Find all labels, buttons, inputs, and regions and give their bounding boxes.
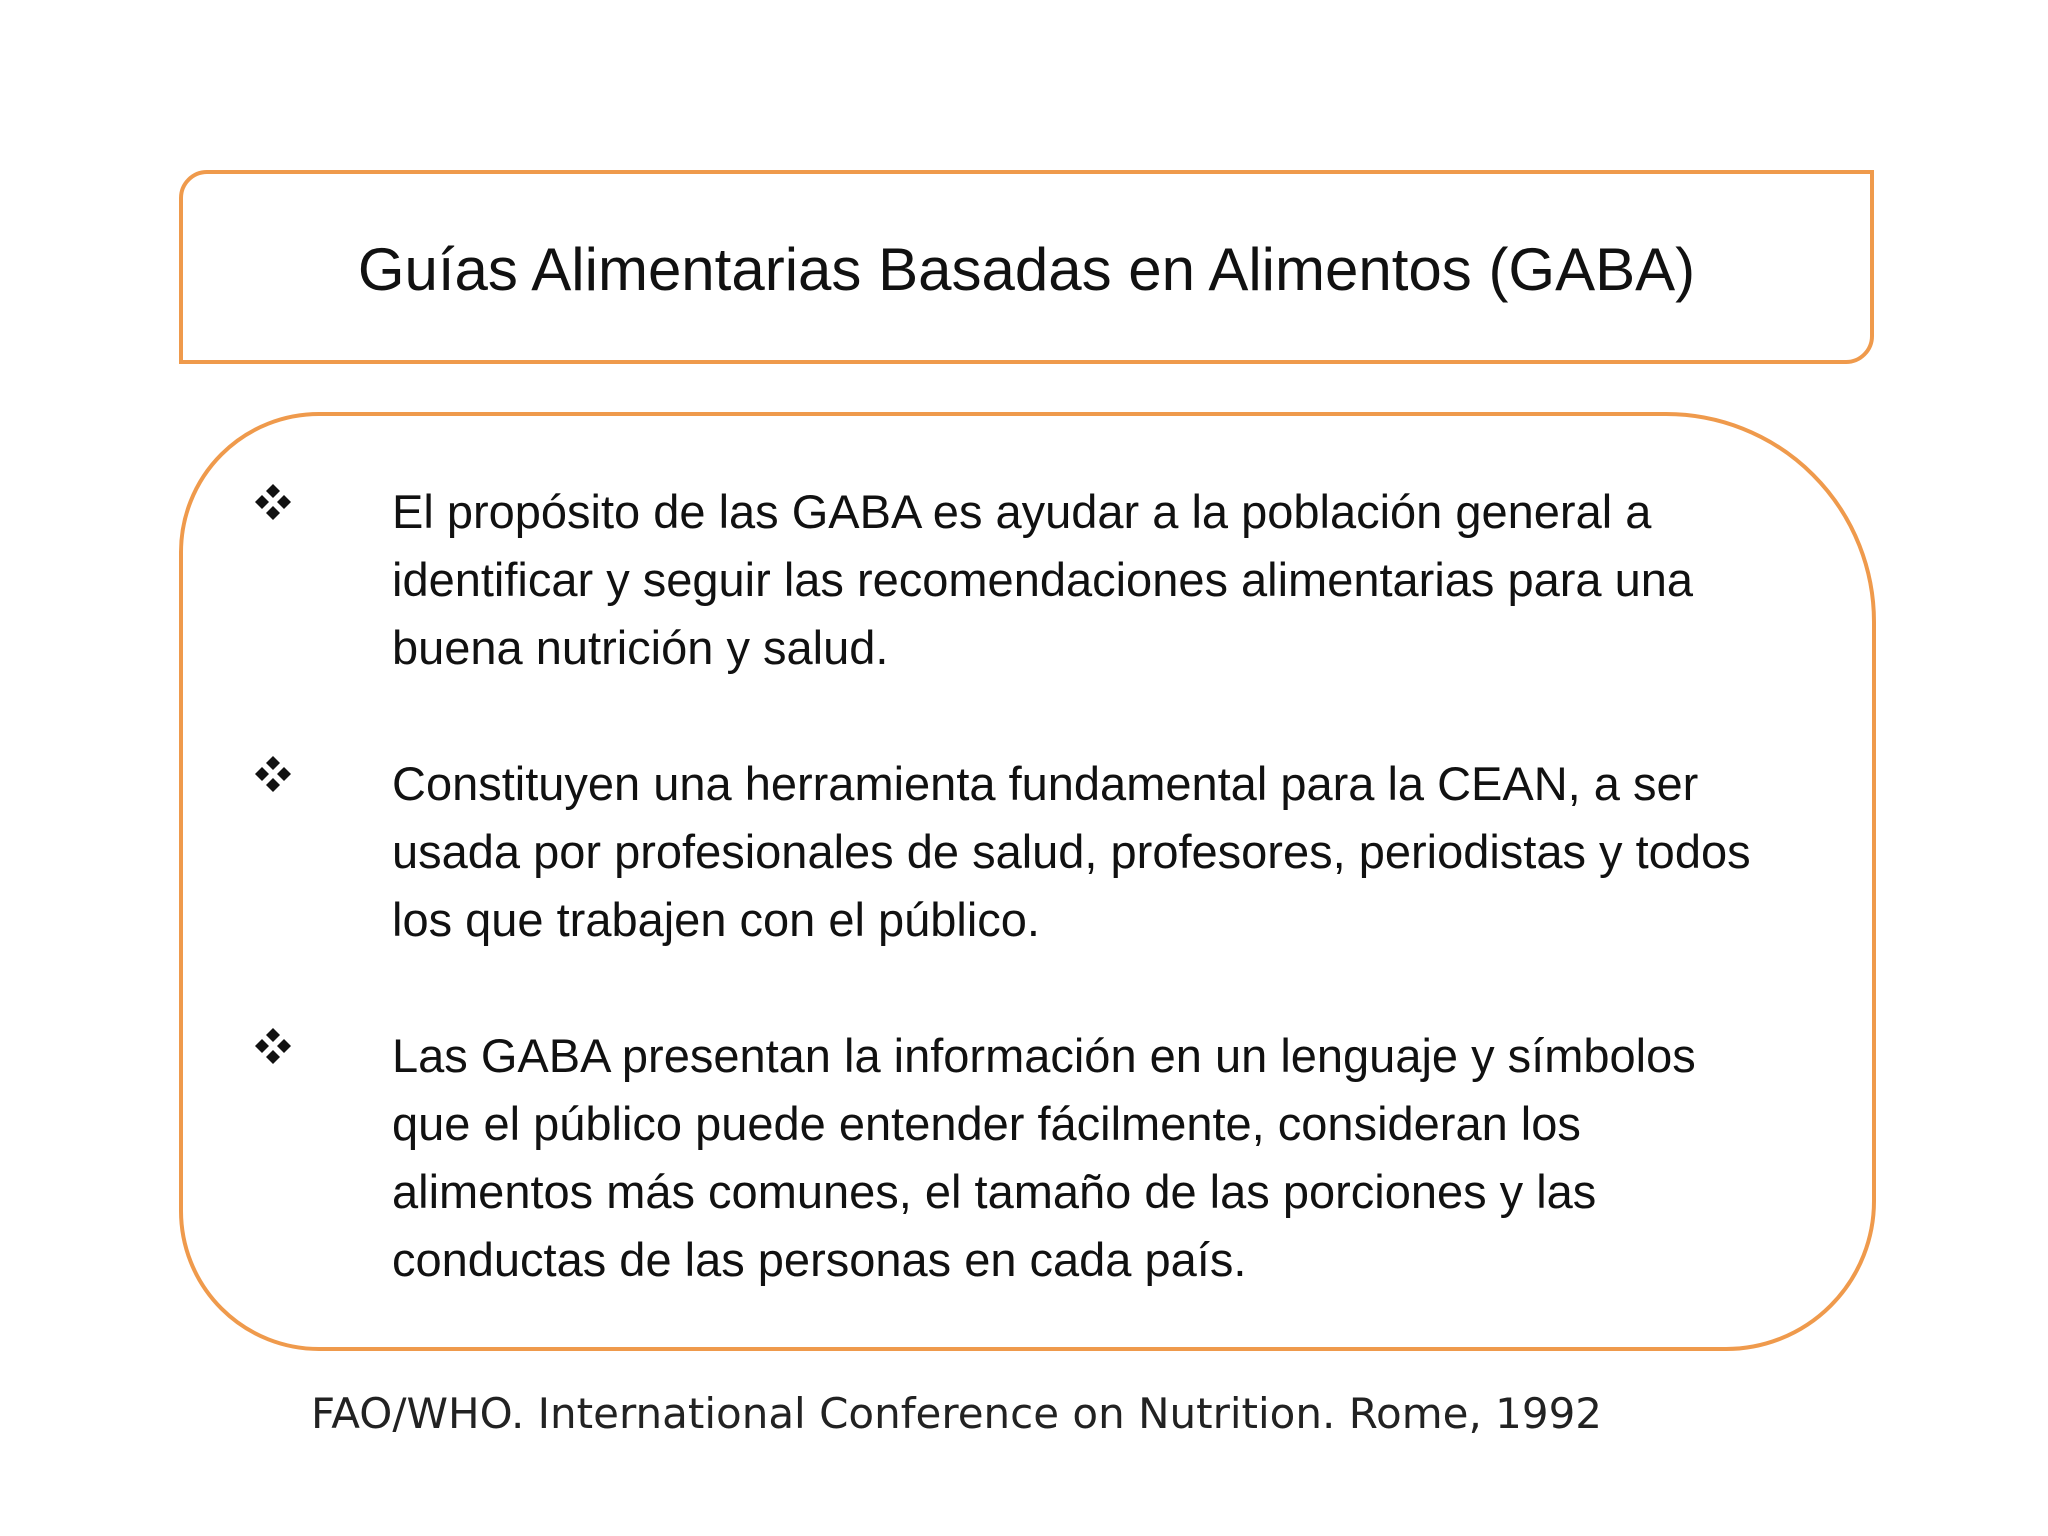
citation: FAO/WHO. International Conference on Nutrition. Rome, 1992 — [311, 1389, 1603, 1438]
four-diamond-bullet-icon — [253, 754, 293, 794]
slide-title: Guías Alimentarias Basadas en Alimentos (GABA) — [357, 235, 1696, 303]
title-box — [179, 170, 1874, 364]
bullet-text: Constituyen una herramienta fundamental para la CEAN, a ser usada por profesionales de salud, profesores, periodistas y todos los que trabajen con el público. — [392, 757, 1751, 946]
bullet-text: Las GABA presentan la información en un lenguaje y símbolos que el público puede entender fácilmente, consideran los alimentos más comunes, el tamaño de las porciones y las conductas de las personas en cada país. — [392, 1029, 1696, 1286]
content-box — [179, 412, 1876, 1351]
four-diamond-bullet-icon — [253, 1026, 293, 1066]
bullet-text: El propósito de las GABA es ayudar a la población general a identificar y seguir las recomendaciones alimentarias para una buena nutrición y salud. — [392, 485, 1694, 674]
four-diamond-bullet-icon — [253, 482, 293, 522]
